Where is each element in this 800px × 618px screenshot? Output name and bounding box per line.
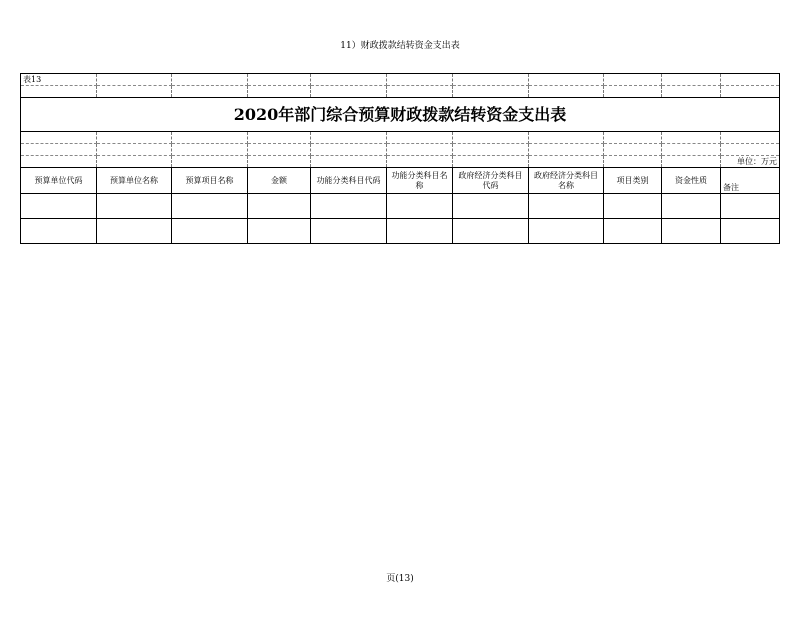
- spacer-row: [21, 144, 780, 156]
- column-header: 备注: [721, 168, 780, 194]
- table-title: 2020年部门综合预算财政拨款结转资金支出表: [21, 98, 780, 132]
- table-cell: [311, 219, 387, 244]
- table-cell: [97, 219, 172, 244]
- table-cell: [172, 219, 248, 244]
- page-header: 11）财政拨款结转资金支出表: [340, 41, 460, 51]
- table-cell: [604, 194, 662, 219]
- table-cell: [453, 194, 529, 219]
- unit-row: [21, 156, 780, 168]
- column-header: 资金性质: [662, 168, 721, 194]
- column-header: 预算单位代码: [21, 168, 97, 194]
- table-cell: [529, 219, 604, 244]
- table-cell: [453, 219, 529, 244]
- table-cell: [662, 219, 721, 244]
- table-cell: [172, 194, 248, 219]
- table-cell: [604, 219, 662, 244]
- table-code-row: [21, 74, 780, 86]
- column-header: 金额: [248, 168, 311, 194]
- page-footer: 页(13): [386, 574, 414, 584]
- title-row: [21, 98, 780, 132]
- column-header-row: [21, 168, 780, 194]
- unit-label: 单位：万元: [721, 156, 780, 168]
- column-header: 功能分类科目名称: [387, 168, 453, 194]
- table-cell: [662, 194, 721, 219]
- spacer-row: [21, 132, 780, 144]
- expenditure-table: [20, 73, 780, 244]
- table-cell: [21, 219, 97, 244]
- table-cell: [311, 194, 387, 219]
- column-header: 预算单位名称: [97, 168, 172, 194]
- table-cell: [387, 194, 453, 219]
- table-cell: [97, 194, 172, 219]
- column-header: 功能分类科目代码: [311, 168, 387, 194]
- table-cell: [387, 219, 453, 244]
- table-cell: [21, 194, 97, 219]
- table-row: [21, 219, 780, 244]
- column-header: 政府经济分类科目名称: [529, 168, 604, 194]
- column-header: 项目类别: [604, 168, 662, 194]
- table-row: [21, 194, 780, 219]
- table-code: 表13: [21, 74, 97, 86]
- table-cell: [529, 194, 604, 219]
- table-cell: [721, 219, 780, 244]
- table-cell: [721, 194, 780, 219]
- table-cell: [248, 194, 311, 219]
- table-cell: [248, 219, 311, 244]
- spacer-row: [21, 86, 780, 98]
- column-header: 政府经济分类科目代码: [453, 168, 529, 194]
- column-header: 预算项目名称: [172, 168, 248, 194]
